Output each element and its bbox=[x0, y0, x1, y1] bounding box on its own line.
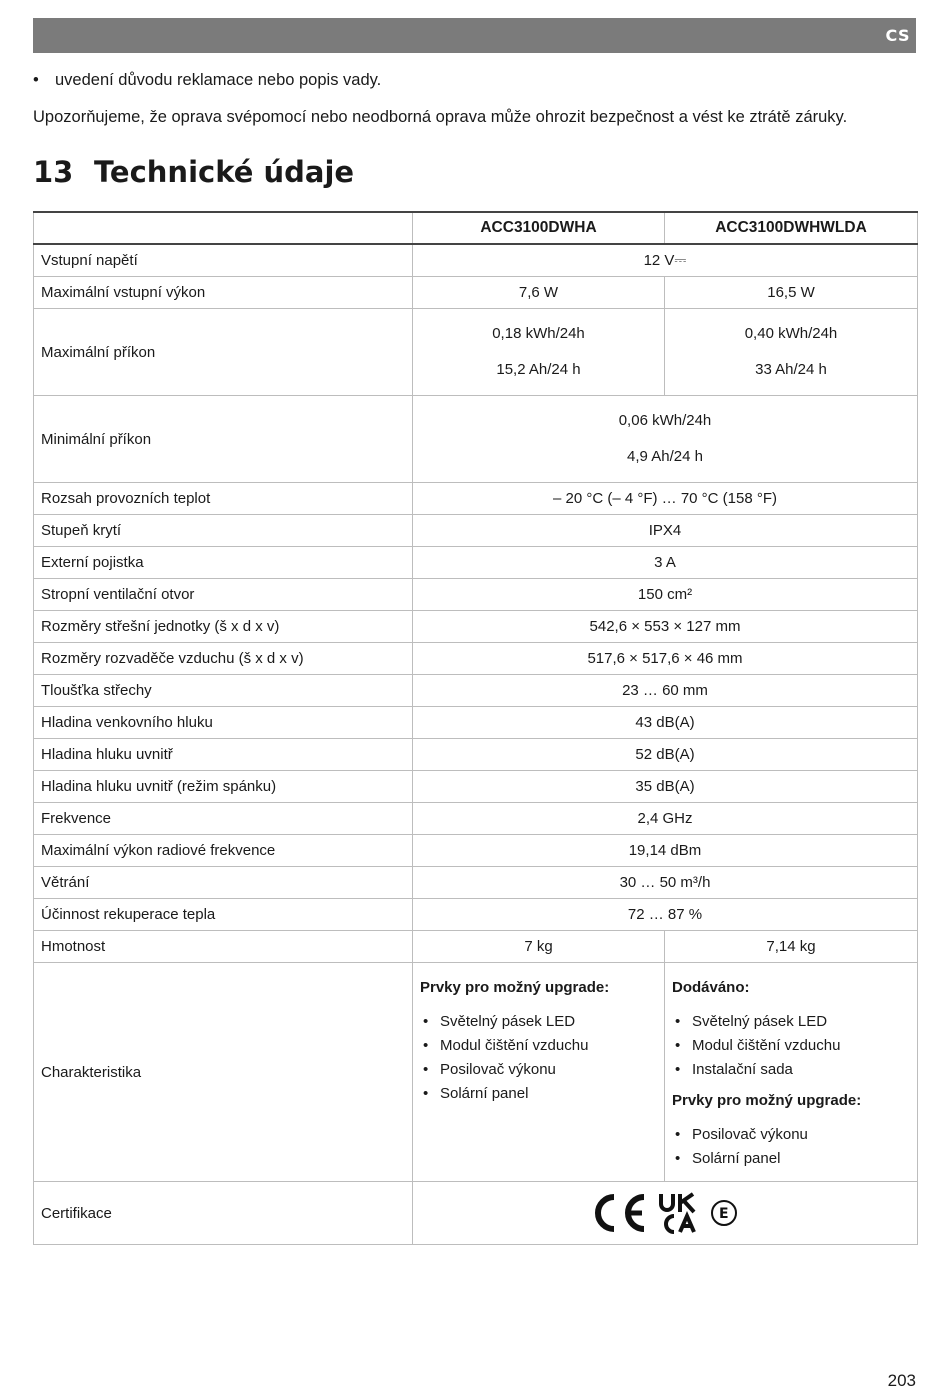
row-label: Hladina venkovního hluku bbox=[34, 707, 413, 739]
table-row bbox=[34, 396, 918, 483]
table-row bbox=[34, 643, 918, 675]
table-row bbox=[34, 1182, 918, 1245]
row-label: Tloušťka střechy bbox=[34, 675, 413, 707]
table-row bbox=[34, 579, 918, 611]
e-mark-icon bbox=[710, 1199, 738, 1227]
header-model-b: ACC3100DWHWLDA bbox=[665, 212, 918, 244]
header-empty bbox=[34, 212, 413, 244]
features-b-list-upgrade bbox=[672, 1123, 910, 1171]
spec-table bbox=[33, 211, 918, 1245]
list-item: • Modul čištění vzduchu bbox=[672, 1034, 910, 1058]
value-line: 0,06 kWh/24h bbox=[618, 412, 712, 429]
bullet-dot: • bbox=[33, 71, 39, 89]
list-item: • Posilovač výkonu bbox=[420, 1058, 657, 1082]
features-b-list-supplied bbox=[672, 1010, 910, 1082]
list-item: • Modul čištění vzduchu bbox=[420, 1034, 657, 1058]
row-label: Vstupní napětí bbox=[34, 244, 413, 277]
row-value: IPX4 bbox=[413, 515, 918, 547]
header-model-a: ACC3100DWHA bbox=[413, 212, 665, 244]
section-title: Technické údaje bbox=[94, 155, 355, 189]
row-value: – 20 °C (– 4 °F) … 70 °C (158 °F) bbox=[413, 483, 918, 515]
row-value: 52 dB(A) bbox=[413, 739, 918, 771]
row-label: Certifikace bbox=[34, 1182, 413, 1245]
table-row bbox=[34, 547, 918, 579]
row-value: 30 … 50 m³/h bbox=[413, 867, 918, 899]
row-label: Hladina hluku uvnitř (režim spánku) bbox=[34, 771, 413, 803]
list-item: • Posilovač výkonu bbox=[672, 1123, 910, 1147]
row-value-b: 16,5 W bbox=[665, 277, 918, 309]
table-row bbox=[34, 867, 918, 899]
row-value: 43 dB(A) bbox=[413, 707, 918, 739]
row-value: 150 cm² bbox=[413, 579, 918, 611]
table-row bbox=[34, 963, 918, 1182]
value-line: 33 Ah/24 h bbox=[755, 361, 827, 378]
row-value-b bbox=[665, 309, 918, 396]
ukca-mark-icon bbox=[658, 1192, 700, 1234]
page-number: 203 bbox=[887, 1371, 916, 1390]
row-label: Maximální výkon radiové frekvence bbox=[34, 835, 413, 867]
svg-text:E: E bbox=[719, 1206, 729, 1222]
row-label: Účinnost rekuperace tepla bbox=[34, 899, 413, 931]
table-row bbox=[34, 899, 918, 931]
value-line: 0,40 kWh/24h bbox=[744, 325, 838, 342]
features-a bbox=[413, 963, 665, 1182]
row-label: Hmotnost bbox=[34, 931, 413, 963]
row-label: Charakteristika bbox=[34, 963, 413, 1182]
row-value bbox=[413, 396, 918, 483]
list-item: • Solární panel bbox=[420, 1082, 657, 1106]
row-value: 542,6 × 553 × 127 mm bbox=[413, 611, 918, 643]
row-label: Rozsah provozních teplot bbox=[34, 483, 413, 515]
row-value-a: 7,6 W bbox=[413, 277, 665, 309]
row-value: 12 V⎓ bbox=[413, 244, 918, 277]
table-row bbox=[34, 835, 918, 867]
table-header-row bbox=[34, 212, 918, 244]
row-label: Minimální příkon bbox=[34, 396, 413, 483]
list-item: • Světelný pásek LED bbox=[420, 1010, 657, 1034]
cert-marks bbox=[413, 1182, 918, 1245]
table-row bbox=[34, 611, 918, 643]
row-value: 23 … 60 mm bbox=[413, 675, 918, 707]
table-row bbox=[34, 803, 918, 835]
row-label: Stropní ventilační otvor bbox=[34, 579, 413, 611]
list-item: • Instalační sada bbox=[672, 1058, 910, 1082]
intro-bullet-text: uvedení důvodu reklamace nebo popis vady. bbox=[55, 71, 382, 89]
table-row bbox=[34, 931, 918, 963]
features-b bbox=[665, 963, 918, 1182]
value-line: 4,9 Ah/24 h bbox=[627, 448, 703, 465]
table-row bbox=[34, 309, 918, 396]
row-value: 517,6 × 517,6 × 46 mm bbox=[413, 643, 918, 675]
features-a-list bbox=[420, 1010, 657, 1106]
list-item: • Solární panel bbox=[672, 1147, 910, 1171]
row-label: Maximální příkon bbox=[34, 309, 413, 396]
row-value: 2,4 GHz bbox=[413, 803, 918, 835]
table-row bbox=[34, 739, 918, 771]
language-code: CS bbox=[885, 26, 910, 45]
row-label: Větrání bbox=[34, 867, 413, 899]
intro-bullet bbox=[33, 71, 381, 90]
section-heading bbox=[33, 155, 354, 189]
row-value: 35 dB(A) bbox=[413, 771, 918, 803]
table-row bbox=[34, 515, 918, 547]
row-label: Hladina hluku uvnitř bbox=[34, 739, 413, 771]
warranty-note: Upozorňujeme, že oprava svépomocí nebo neodborná oprava může ohrozit bezpečnost a vést ke ztrátě záruky. bbox=[33, 108, 848, 126]
features-b-title-supplied: Dodáváno: bbox=[672, 979, 750, 996]
row-value: 3 A bbox=[413, 547, 918, 579]
table-row bbox=[34, 771, 918, 803]
features-b-title-upgrade: Prvky pro možný upgrade: bbox=[672, 1092, 862, 1109]
section-number: 13 bbox=[33, 155, 74, 189]
table-row bbox=[34, 277, 918, 309]
row-label: Rozměry střešní jednotky (š x d x v) bbox=[34, 611, 413, 643]
row-label: Rozměry rozvaděče vzduchu (š x d x v) bbox=[34, 643, 413, 675]
value-line: 15,2 Ah/24 h bbox=[496, 361, 581, 378]
header-bar bbox=[33, 18, 916, 53]
table-row bbox=[34, 483, 918, 515]
row-label: Maximální vstupní výkon bbox=[34, 277, 413, 309]
value-line: 0,18 kWh/24h bbox=[492, 325, 585, 342]
table-row bbox=[34, 244, 918, 277]
row-label: Externí pojistka bbox=[34, 547, 413, 579]
row-value-a: 7 kg bbox=[413, 931, 665, 963]
row-label: Frekvence bbox=[34, 803, 413, 835]
row-value-a bbox=[413, 309, 665, 396]
row-value-b: 7,14 kg bbox=[665, 931, 918, 963]
features-a-title: Prvky pro možný upgrade: bbox=[420, 979, 610, 996]
row-value: 19,14 dBm bbox=[413, 835, 918, 867]
ce-mark-icon bbox=[592, 1193, 648, 1233]
row-value: 72 … 87 % bbox=[413, 899, 918, 931]
table-row bbox=[34, 675, 918, 707]
row-label: Stupeň krytí bbox=[34, 515, 413, 547]
list-item: • Světelný pásek LED bbox=[672, 1010, 910, 1034]
table-row bbox=[34, 707, 918, 739]
